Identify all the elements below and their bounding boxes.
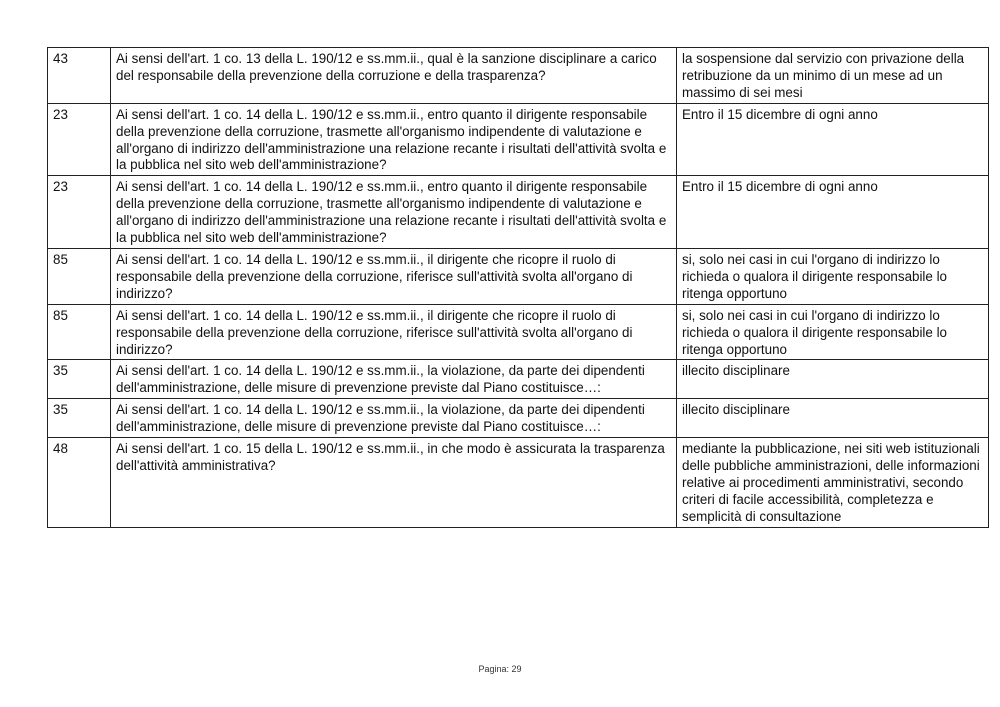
question-text: Ai sensi dell'art. 1 co. 14 della L. 190/12 e ss.mm.ii., la violazione, da parte dei dipendenti dell'amministrazione, delle misure di prevenzione previste dal Piano costituisce…: <box>111 399 677 438</box>
table-row <box>48 399 989 438</box>
answer-text: Entro il 15 dicembre di ogni anno <box>677 103 989 176</box>
table-row <box>48 103 989 176</box>
table-row <box>48 48 989 104</box>
answer-text: si, solo nei casi in cui l'organo di indirizzo lo richieda o qualora il dirigente responsabile lo ritenga opportuno <box>677 248 989 304</box>
page-number-footer: Pagina: 29 <box>478 664 522 674</box>
answer-text: illecito disciplinare <box>677 360 989 399</box>
answer-text: mediante la pubblicazione, nei siti web istituzionali delle pubbliche amministrazioni, delle informazioni relative ai procedimenti amministrativi, secondo criteri di facile accessibilità, completezza e semplicità di consultazione <box>677 438 989 528</box>
answer-text: illecito disciplinare <box>677 399 989 438</box>
question-number: 23 <box>48 103 111 176</box>
question-number: 85 <box>48 248 111 304</box>
table-row <box>48 176 989 249</box>
table-row <box>48 304 989 360</box>
questions-table <box>47 47 989 528</box>
answer-text: Entro il 15 dicembre di ogni anno <box>677 176 989 249</box>
answer-text: si, solo nei casi in cui l'organo di indirizzo lo richieda o qualora il dirigente responsabile lo ritenga opportuno <box>677 304 989 360</box>
question-text: Ai sensi dell'art. 1 co. 14 della L. 190/12 e ss.mm.ii., il dirigente che ricopre il ruolo di responsabile della prevenzione della corruzione, riferisce sull'attività svolta all'organo di indirizzo? <box>111 248 677 304</box>
question-text: Ai sensi dell'art. 1 co. 14 della L. 190/12 e ss.mm.ii., entro quanto il dirigente responsabile della prevenzione della corruzione, trasmette all'organismo indipendente di valutazione e all'organo di indirizzo dell'amministrazione una relazione recante i risultati dell'attività svolta e la pubblica nel sito web dell'amministrazione? <box>111 176 677 249</box>
answer-text: la sospensione dal servizio con privazione della retribuzione da un minimo di un mese ad un massimo di sei mesi <box>677 48 989 104</box>
table-row <box>48 248 989 304</box>
question-number: 48 <box>48 438 111 528</box>
question-number: 35 <box>48 360 111 399</box>
question-number: 35 <box>48 399 111 438</box>
question-text: Ai sensi dell'art. 1 co. 14 della L. 190/12 e ss.mm.ii., il dirigente che ricopre il ruolo di responsabile della prevenzione della corruzione, riferisce sull'attività svolta all'organo di indirizzo? <box>111 304 677 360</box>
questions-table-body <box>48 48 989 528</box>
question-number: 85 <box>48 304 111 360</box>
question-text: Ai sensi dell'art. 1 co. 14 della L. 190/12 e ss.mm.ii., entro quanto il dirigente responsabile della prevenzione della corruzione, trasmette all'organismo indipendente di valutazione e all'organo di indirizzo dell'amministrazione una relazione recante i risultati dell'attività svolta e la pubblica nel sito web dell'amministrazione? <box>111 103 677 176</box>
question-number: 23 <box>48 176 111 249</box>
question-number: 43 <box>48 48 111 104</box>
table-row <box>48 360 989 399</box>
question-text: Ai sensi dell'art. 1 co. 13 della L. 190/12 e ss.mm.ii., qual è la sanzione disciplinare a carico del responsabile della prevenzione della corruzione e della trasparenza? <box>111 48 677 104</box>
question-text: Ai sensi dell'art. 1 co. 14 della L. 190/12 e ss.mm.ii., la violazione, da parte dei dipendenti dell'amministrazione, delle misure di prevenzione previste dal Piano costituisce…: <box>111 360 677 399</box>
question-text: Ai sensi dell'art. 1 co. 15 della L. 190/12 e ss.mm.ii., in che modo è assicurata la trasparenza dell'attività amministrativa? <box>111 438 677 528</box>
table-row <box>48 438 989 528</box>
